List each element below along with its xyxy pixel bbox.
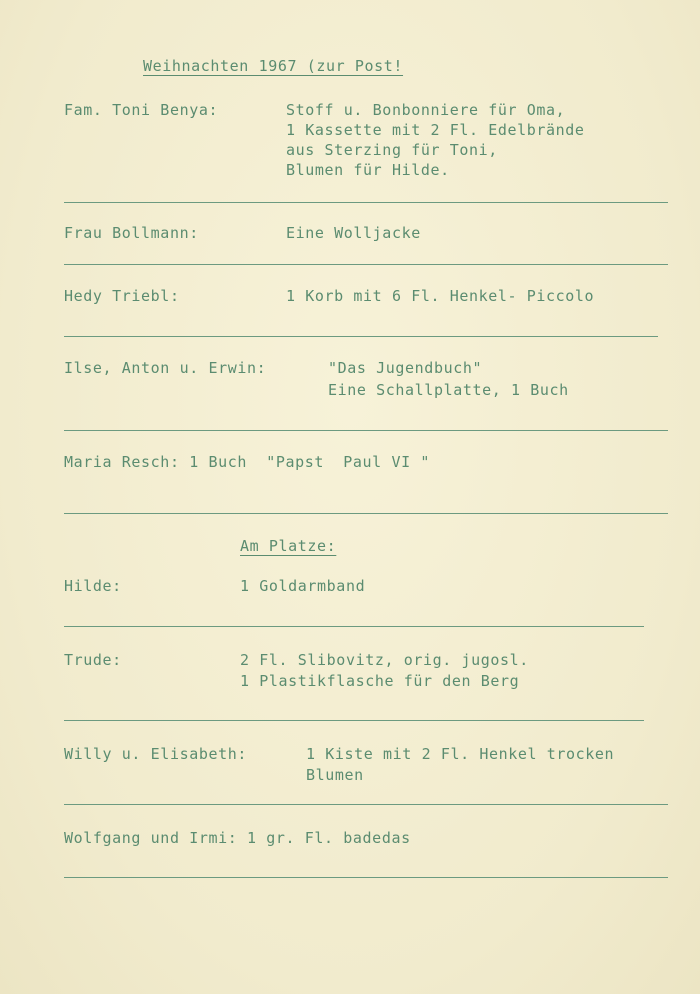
- entry-gift-line: 2 Fl. Slibovitz, orig. jugosl.: [240, 651, 529, 669]
- entry-gift-line: 1 Korb mit 6 Fl. Henkel- Piccolo: [286, 287, 595, 305]
- entry-gift-line: aus Sterzing für Toni,: [286, 141, 498, 159]
- entry-gift-line: "Das Jugendbuch": [328, 359, 483, 377]
- entry-name: Hilde:: [64, 577, 122, 595]
- section-heading: Am Platze:: [240, 537, 337, 555]
- entry-name: Fam. Toni Benya:: [64, 101, 219, 119]
- entry-name: Ilse, Anton u. Erwin:: [64, 359, 267, 377]
- entry-gift-line: 1 Plastikflasche für den Berg: [240, 672, 520, 690]
- entry-name: Wolfgang und Irmi: 1 gr. Fl. badedas: [64, 829, 411, 847]
- divider-line: [64, 202, 668, 203]
- divider-line: [64, 513, 668, 514]
- entry-gift-line: Stoff u. Bonbonniere für Oma,: [286, 101, 566, 119]
- divider-line: [64, 804, 668, 805]
- entry-gift-line: Blumen für Hilde.: [286, 161, 450, 179]
- entry-name: Maria Resch: 1 Buch "Papst Paul VI ": [64, 453, 430, 471]
- entry-name: Willy u. Elisabeth:: [64, 745, 247, 763]
- entry-gift-line: 1 Kiste mit 2 Fl. Henkel trocken: [306, 745, 615, 763]
- entry-gift-line: Eine Wolljacke: [286, 224, 421, 242]
- entry-name: Trude:: [64, 651, 122, 669]
- entry-gift-line: 1 Goldarmband: [240, 577, 366, 595]
- divider-line: [64, 626, 644, 627]
- divider-line: [64, 336, 658, 337]
- entry-name: Frau Bollmann:: [64, 224, 199, 242]
- divider-line: [64, 720, 644, 721]
- divider-line: [64, 877, 668, 878]
- divider-line: [64, 430, 668, 431]
- entry-gift-line: Blumen: [306, 766, 364, 784]
- divider-line: [64, 264, 668, 265]
- entry-name: Hedy Triebl:: [64, 287, 180, 305]
- entry-gift-line: 1 Kassette mit 2 Fl. Edelbrände: [286, 121, 585, 139]
- page-title: Weihnachten 1967 (zur Post!: [143, 57, 404, 75]
- entry-gift-line: Eine Schallplatte, 1 Buch: [328, 381, 569, 399]
